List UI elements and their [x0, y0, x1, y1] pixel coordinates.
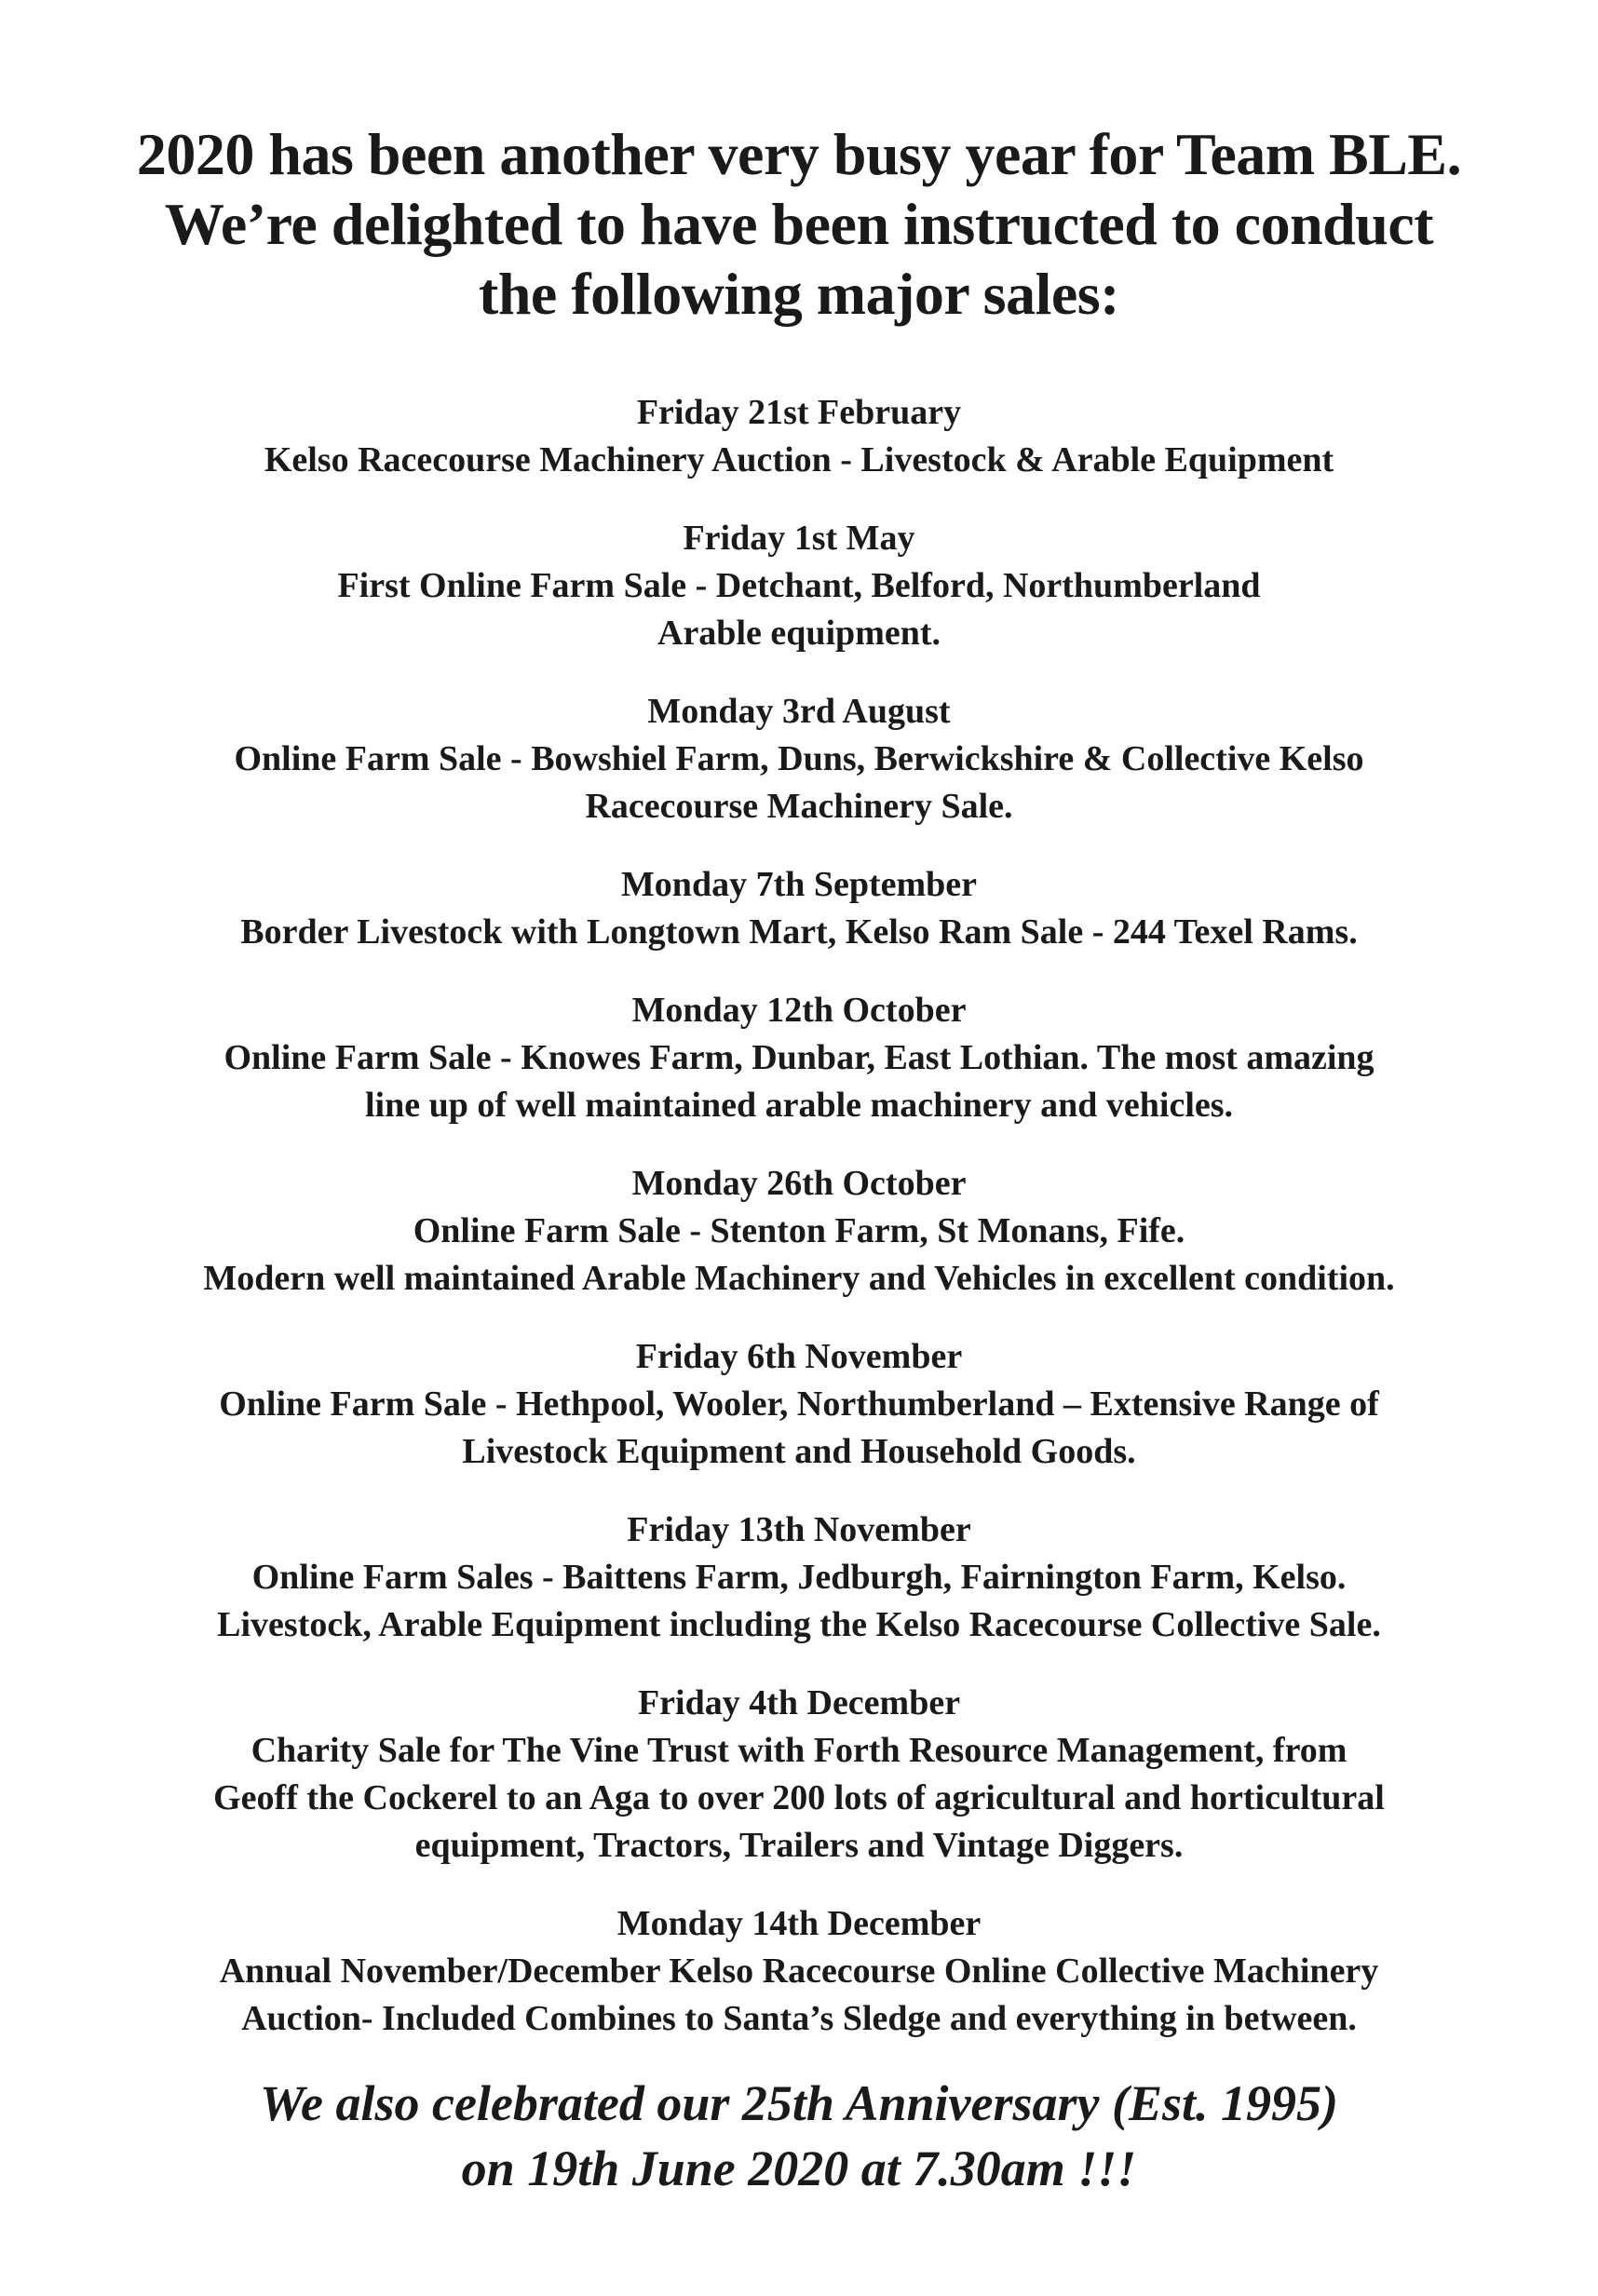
anniversary-note [56, 2071, 1542, 2201]
sale-date: Monday 14th December [616, 1904, 982, 1943]
sale-entry [56, 1900, 1542, 2043]
sale-entry [56, 515, 1542, 657]
sale-entry [56, 861, 1542, 956]
sale-date: Monday 12th October [631, 991, 967, 1030]
sale-description: Livestock, Arable Equipment including the Kelso Racecourse Collective Sale. [217, 1605, 1381, 1644]
sale-description: Arable equipment. [657, 614, 941, 653]
anniversary-line: on 19th June 2020 at 7.30am !!! [461, 2141, 1137, 2196]
sale-date: Friday 21st February [636, 393, 962, 432]
sale-date: Friday 6th November [635, 1337, 963, 1376]
sale-description: Border Livestock with Longtown Mart, Kelso Ram Sale - 244 Texel Rams. [240, 912, 1358, 952]
headline-line: the following major sales: [479, 261, 1119, 327]
sale-description: Online Farm Sale - Bowshiel Farm, Duns, Berwickshire & Collective Kelso [234, 739, 1364, 778]
sale-date: Monday 26th October [631, 1164, 967, 1203]
sale-entry [56, 1160, 1542, 1303]
sale-description: Online Farm Sales - Baittens Farm, Jedburgh, Fairnington Farm, Kelso. [251, 1558, 1347, 1597]
sale-description: Geoff the Cockerel to an Aga to over 200 lots of agricultural and horticultural [213, 1778, 1385, 1817]
sale-description: Annual November/December Kelso Racecourse Online Collective Machinery [219, 1952, 1379, 1991]
sale-entry [56, 1680, 1542, 1870]
sale-date: Friday 13th November [627, 1510, 971, 1549]
sale-description: Online Farm Sale - Hethpool, Wooler, Northumberland – Extensive Range of [219, 1384, 1379, 1424]
sale-entry [56, 389, 1542, 484]
sale-description: Charity Sale for The Vine Trust with Forth Resource Management, from [251, 1731, 1347, 1770]
sale-description: Kelso Racecourse Machinery Auction - Livestock & Arable Equipment [264, 440, 1334, 479]
sale-description: Online Farm Sale - Knowes Farm, Dunbar, East Lothian. The most amazing [223, 1038, 1375, 1077]
sale-entry [56, 1333, 1542, 1476]
sale-description: Online Farm Sale - Stenton Farm, St Monans, Fife. [413, 1211, 1185, 1250]
sale-date: Monday 7th September [620, 865, 978, 904]
sale-description: equipment, Tractors, Trailers and Vintage Diggers. [414, 1826, 1184, 1865]
sale-description: First Online Farm Sale - Detchant, Belford, Northumberland [337, 566, 1261, 605]
sale-description: Racecourse Machinery Sale. [585, 787, 1013, 826]
sale-entry [56, 688, 1542, 831]
sale-description: Livestock Equipment and Household Goods. [462, 1432, 1136, 1471]
anniversary-line: We also celebrated our 25th Anniversary (Est. 1995) [260, 2075, 1338, 2131]
headline-line: 2020 has been another very busy year for Team BLE. [136, 121, 1462, 187]
sales-list [56, 389, 1542, 2073]
sale-description: Modern well maintained Arable Machinery and Vehicles in excellent condition. [203, 1259, 1395, 1298]
headline-line: We’re delighted to have been instructed to conduct [164, 191, 1434, 257]
sale-description: Auction- Included Combines to Santa’s Sledge and everything in between. [241, 1999, 1357, 2038]
sale-entry [56, 987, 1542, 1129]
sale-description: line up of well maintained arable machinery and vehicles. [364, 1086, 1234, 1125]
headline [56, 119, 1542, 329]
sale-date: Friday 4th December [637, 1683, 961, 1722]
sale-date: Monday 3rd August [647, 692, 951, 731]
sale-entry [56, 1506, 1542, 1649]
sale-date: Friday 1st May [683, 519, 915, 558]
